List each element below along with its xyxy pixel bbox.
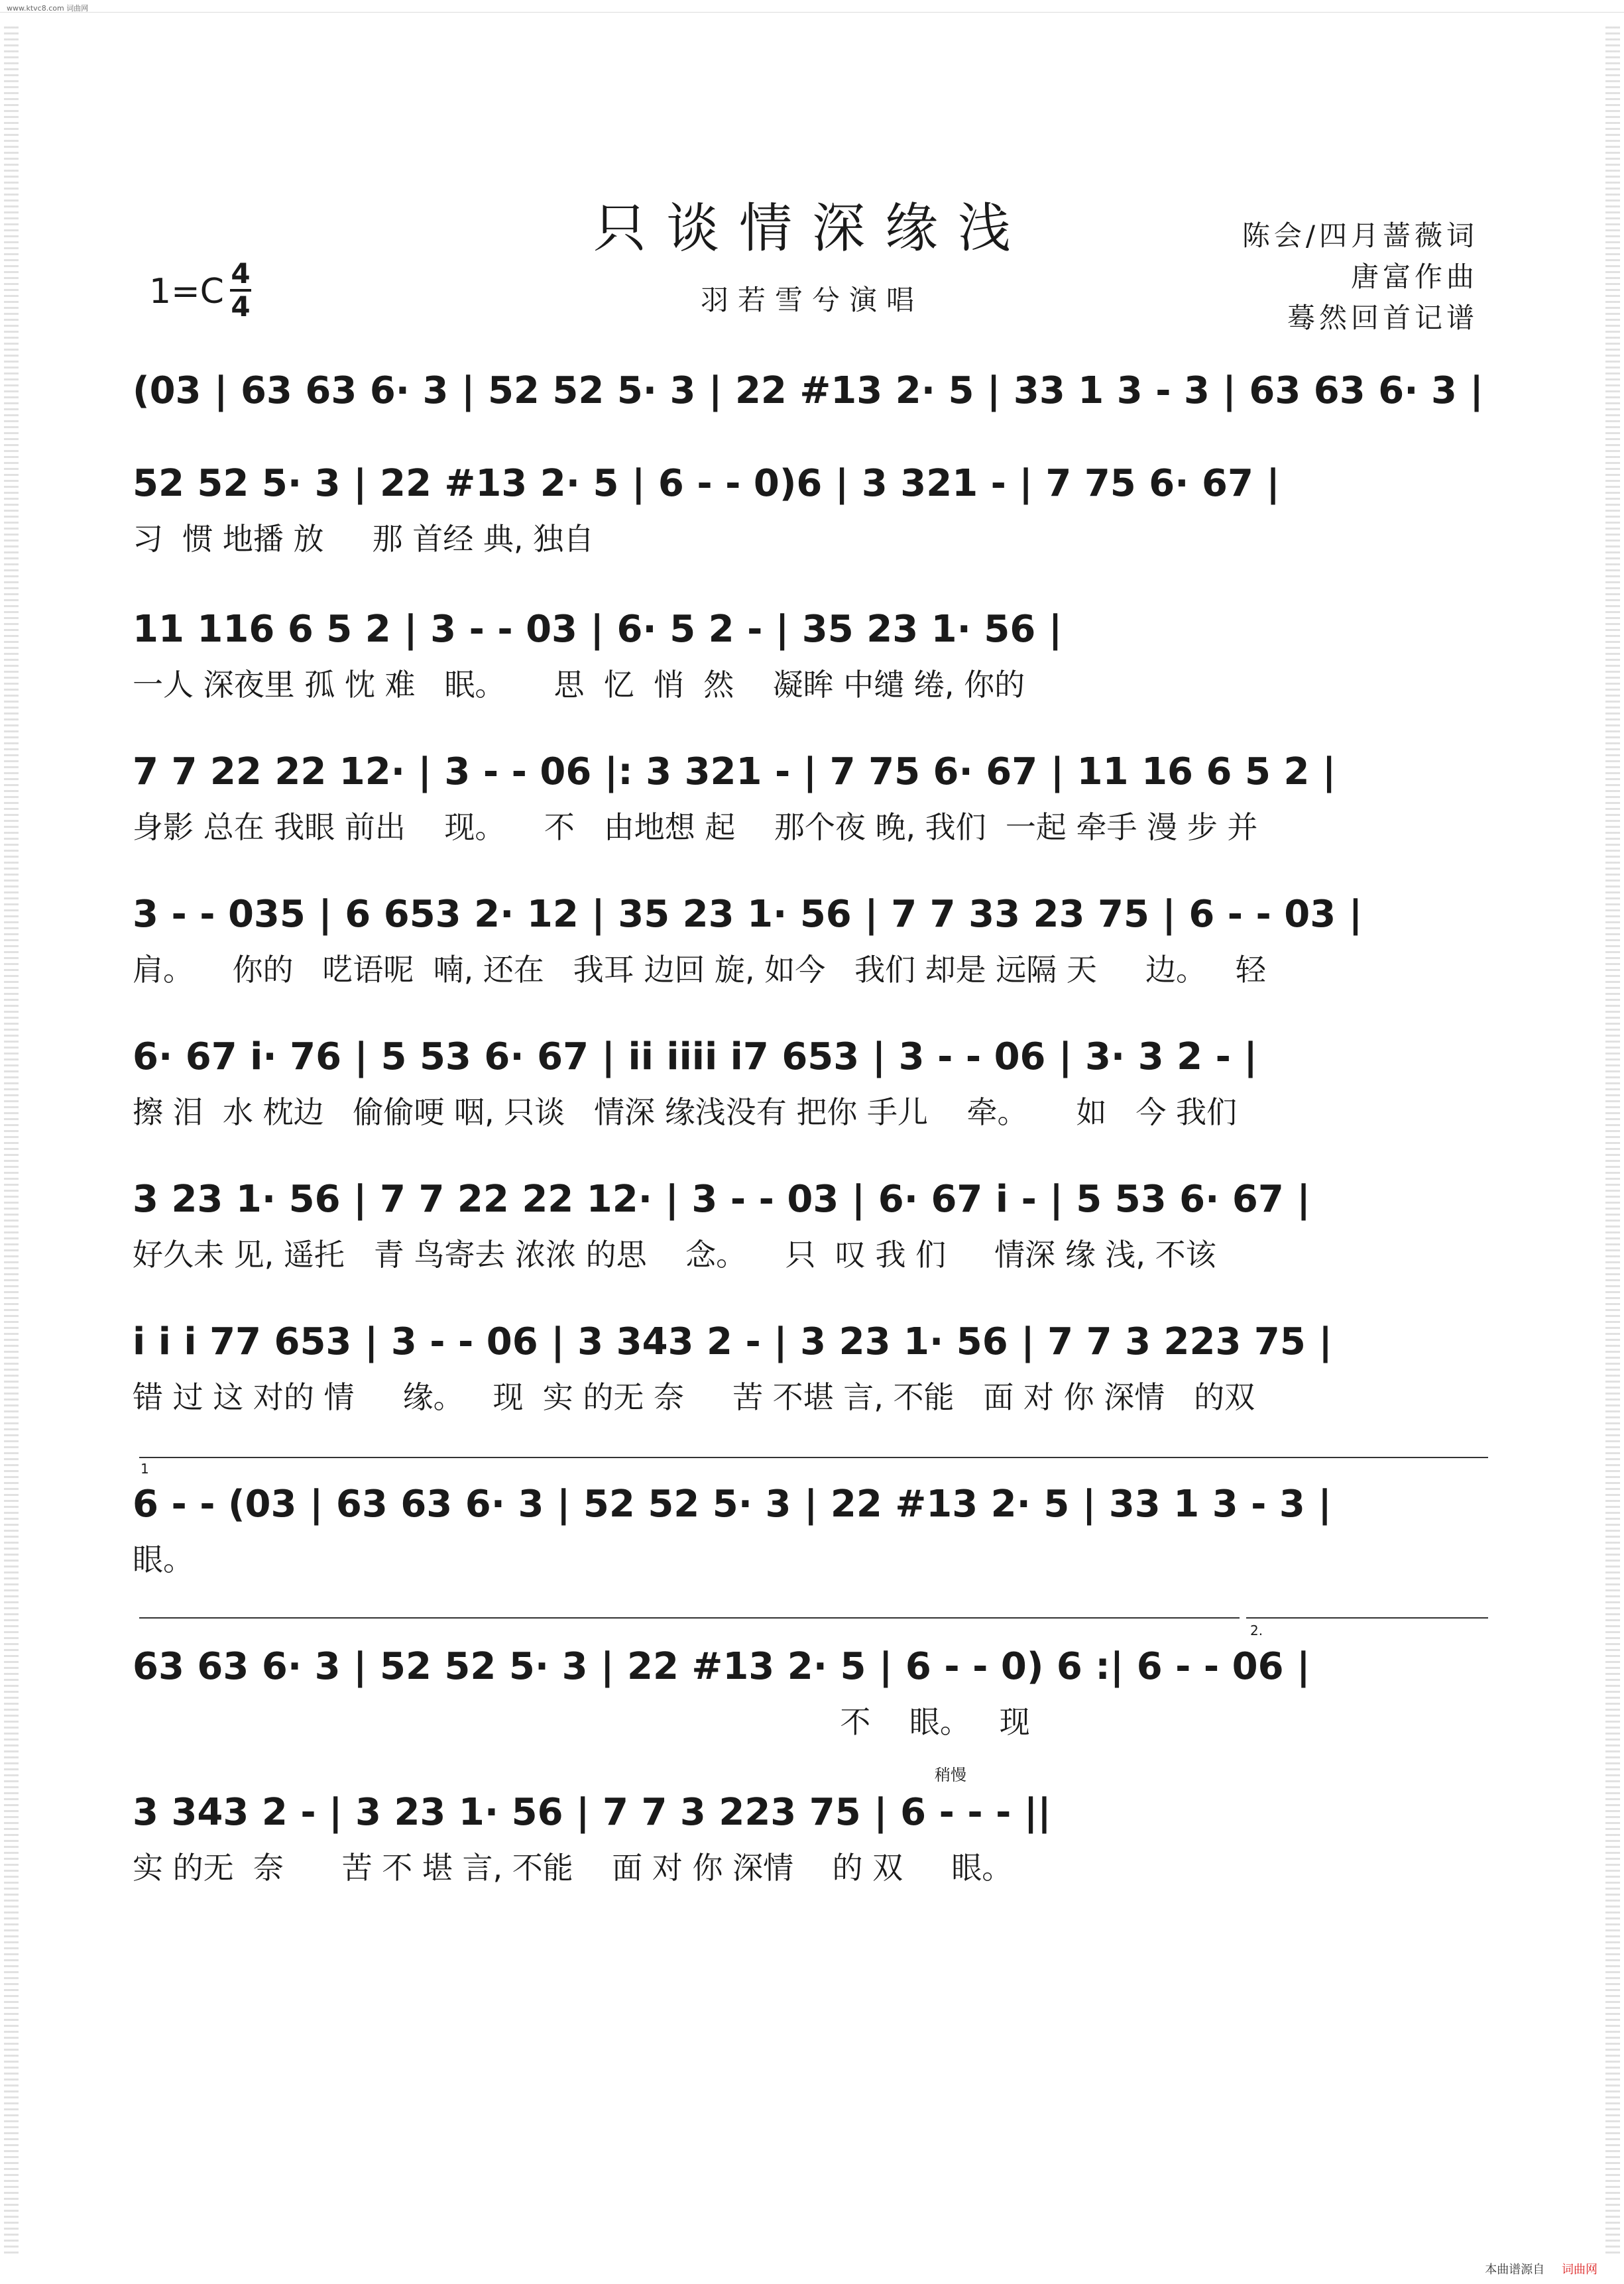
notes: 3 23 1· 56 | 7 7 22 22 12· | 3 - - 03 | 6· 67 i - | 5 53 6· 67 | xyxy=(133,1178,1310,1221)
lyrics xyxy=(133,426,1491,466)
notes: 3 343 2 - | 3 23 1· 56 | 7 7 3 223 75 | 6 - - - || xyxy=(133,1791,1051,1834)
notes: 7 7 22 22 12· | 3 - - 06 |: 3 321 - | 7 75 6· 67 | 11 16 6 5 2 | xyxy=(133,750,1336,793)
credits xyxy=(1242,215,1478,339)
second-ending-bracket xyxy=(1246,1617,1488,1619)
score-row-11 xyxy=(133,1790,1491,1888)
lyrics: 不 眼。 现 xyxy=(133,1704,1030,1740)
site-url: www.ktvc8.com 词曲网 xyxy=(7,4,89,13)
lyrics: 好久未 见, 遥托 青 鸟寄去 浓浓 的思 念。 只 叹 我 们 情深 缘 浅, 不该 xyxy=(133,1237,1216,1273)
first-ending-bracket-continued xyxy=(139,1617,1240,1619)
footer-source: 本曲谱源自 xyxy=(1485,2263,1545,2277)
time-signature-top: 4 xyxy=(231,257,251,290)
score-row-7 xyxy=(133,1176,1491,1275)
score-row-6 xyxy=(133,1034,1491,1132)
score-row-1 xyxy=(133,368,1491,466)
notes: i i i 77 653 | 3 - - 06 | 3 343 2 - | 3 23 1· 56 | 7 7 3 223 75 | xyxy=(133,1320,1332,1363)
score-row-3 xyxy=(133,606,1491,705)
score-row-10 xyxy=(133,1644,1491,1742)
singer: 羽若雪兮演唱 xyxy=(700,284,923,316)
score-row-5 xyxy=(133,891,1491,990)
notes: (03 | 63 63 6· 3 | 52 52 5· 3 | 22 #13 2· 5 | 33 1 3 - 3 | 63 63 6· 3 | xyxy=(133,369,1483,412)
lyrics: 错 过 这 对的 情 缘。 现 实 的无 奈 苦 不堪 言, 不能 面 对 你 深情 的双 xyxy=(133,1379,1255,1415)
right-watermark-strip xyxy=(1605,27,1620,2257)
time-signature-bottom: 4 xyxy=(231,290,251,323)
left-watermark-strip xyxy=(4,27,19,2257)
lyrics: 习 惯 地播 放 那 首经 典, 独自 xyxy=(133,521,595,557)
notes: 11 116 6 5 2 | 3 - - 03 | 6· 5 2 - | 35 23 1· 56 | xyxy=(133,608,1063,651)
first-ending-bracket xyxy=(139,1457,1488,1458)
song-title: 只谈情深缘浅 xyxy=(593,198,1031,259)
top-bar xyxy=(0,0,1624,13)
score-row-8 xyxy=(133,1319,1491,1417)
lyrics: 肩。 你的 呓语呢 喃, 还在 我耳 边回 旋, 如今 我们 却是 远隔 天 边。 轻 xyxy=(133,952,1266,988)
credit-transcriber: 蓦然回首记谱 xyxy=(1287,302,1478,334)
lyrics: 眼。 xyxy=(133,1542,194,1577)
notes: 6· 67 i· 76 | 5 53 6· 67 | ii iiii i7 653 | 3 - - 06 | 3· 3 2 - | xyxy=(133,1035,1257,1078)
key-signature: 1=C xyxy=(149,272,224,312)
credit-composer: 唐富作曲 xyxy=(1350,260,1478,293)
score-row-2 xyxy=(133,461,1491,559)
notes: 63 63 6· 3 | 52 52 5· 3 | 22 #13 2· 5 | 6 - - 0) 6 :| 6 - - 06 | xyxy=(133,1645,1310,1688)
lyrics: 实 的无 奈 苦 不 堪 言, 不能 面 对 你 深情 的 双 眼。 xyxy=(133,1850,1013,1886)
notes: 3 - - 035 | 6 653 2· 12 | 35 23 1· 56 | 7 7 33 23 75 | 6 - - 03 | xyxy=(133,893,1363,936)
first-ending-label: 1 xyxy=(141,1461,149,1477)
score-row-9 xyxy=(133,1481,1491,1579)
lyrics: 一人 深夜里 孤 忱 难 眠。 思 忆 悄 然 凝眸 中缱 绻, 你的 xyxy=(133,667,1025,703)
footer-site[interactable]: 词曲网 xyxy=(1562,2263,1597,2277)
lyrics: 擦 泪 水 枕边 偷偷哽 咽, 只谈 情深 缘浅没有 把你 手儿 牵。 如 今 我们 xyxy=(133,1094,1238,1130)
lyrics: 身影 总在 我眼 前出 现。 不 由地想 起 那个夜 晚, 我们 一起 牵手 漫 步 并 xyxy=(133,809,1258,845)
notes: 6 - - (03 | 63 63 6· 3 | 52 52 5· 3 | 22 #13 2· 5 | 33 1 3 - 3 | xyxy=(133,1483,1332,1526)
second-ending-label: 2. xyxy=(1250,1623,1263,1638)
notes: 52 52 5· 3 | 22 #13 2· 5 | 6 - - 0)6 | 3 321 - | 7 75 6· 67 | xyxy=(133,462,1280,505)
tempo-mark: 稍慢 xyxy=(935,1766,966,1784)
footer xyxy=(1485,2260,1597,2277)
score-row-4 xyxy=(133,749,1491,847)
credit-lyricist: 陈会/四月蔷薇词 xyxy=(1242,219,1478,252)
